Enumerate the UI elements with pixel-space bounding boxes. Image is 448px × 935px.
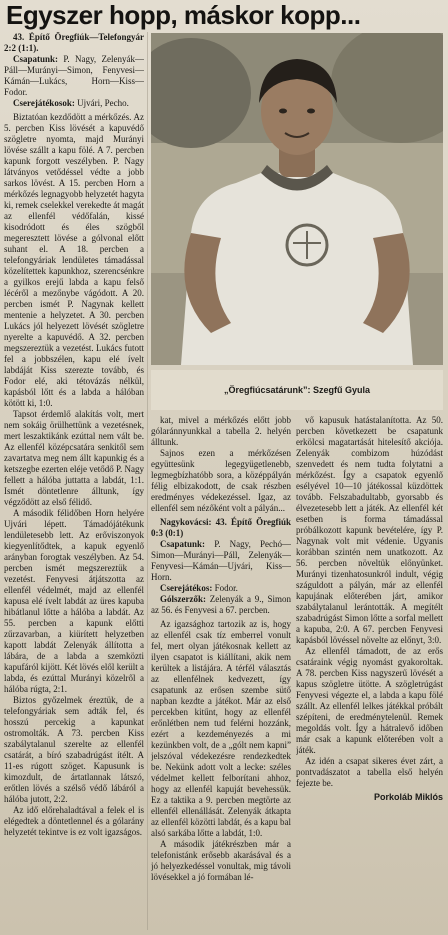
column-divider bbox=[147, 32, 148, 930]
paragraph: Az idő előrehaladtával a felek el is elégedtek a döntetlennel és a gólarány helyzetét tekintve is ez volt igazságos. bbox=[4, 805, 144, 837]
paragraph: A második játékrészben már a telefonistánk erősebb akarásával és a jó helyezkedéssel vonultak, mig távoli lövésekkel a jó formában lé- bbox=[151, 839, 291, 882]
subs-text: Ujvári, Pecho. bbox=[77, 98, 129, 108]
lineup-text: P. Nagy, Zelenyák—Páll—Murányi—Simon, Fenyvesi—Kámán—Lukács, Horn—Kiss—Fodor. bbox=[4, 54, 144, 97]
match2-lineup bbox=[151, 539, 291, 583]
lineup-label: Csapatunk: bbox=[13, 54, 59, 64]
match-lineup bbox=[4, 54, 144, 98]
article-column-2 bbox=[151, 415, 291, 933]
article1-body bbox=[4, 112, 144, 838]
paragraph: vő kapusuk hatástalanította. Az 50. percben következett be csapatunk erkölcsi magatartását hitelesítő akciója. Zelenyák combizom húzódást szenvedett és nem tudta folytatni a mérkőzést. Így a csapatok egyenlő esélyével 10—10 játékossal küzdöttek tovább. Felszabadultabb, gyorsabb és élvezetesebb lett a játék. Az ellenfél két esetben is forma támadással próbálkozott kapunk bevételére, így P. Nagynak volt mit védenie. Ugyanis korábban szintén nem unatkozott. Az 56. percben növeltük előnyünket. Murányi tizenhatosunkról indult, végig száguldott a pályán, már az ellenfél kapujának előterében járt, amikor szabálytalanul lerántották. A megítélt szabadrúgást Simon lőtte a sorfal mellett a kapuba, 2:0. A 67. percben Fenyvesi kapásból lövéssel növelte az előnyt, 3:0. bbox=[296, 415, 443, 645]
headline: Egyszer hopp, máskor kopp... bbox=[6, 0, 361, 30]
paragraph: Sajnos ezen a mérkőzésen együttesünk legegyügetlenebb, legmegbízhatóbb sora, a középpályán félig elbizakodott, de csak részben eredményes védekezéssel. Igaz, az ellenfél sem nézőként volt a pályán... bbox=[151, 448, 291, 513]
article-column-3 bbox=[296, 415, 443, 933]
match2-header: Nagykovácsi: 43. Építő Öregfiúk 0:3 (0:1) bbox=[151, 517, 291, 538]
subs-label: Cserejátékosok: bbox=[13, 98, 75, 108]
article2-body bbox=[151, 619, 291, 883]
match2-lineup-text: P. Nagy, Pechó—Simon—Murányi—Páll, Zelenyák—Fenyvesi—Kámán—Ujvári, Kiss—Horn. bbox=[151, 539, 291, 582]
match2-subs bbox=[151, 583, 291, 594]
paragraph: Az igazsághoz tartozik az is, hogy az ellenfél csak tíz emberrel vonult fel, mert olyan játékosnak kellett az ilyen csapatot is kiállítani, akik nem kerültek a listájára. A térfél választás az ellenfélnek kedvezett, így csapatunk az erősen szembe sütő napban kezdte a játékot. Már az első percekben kitűnt, hogy az ellenfél erőnlétben nem tud felérni hozzánk, ezért a kezdeményezés a mi kezünkben volt, de a „gólt nem kapni” jelszóval védekezésre rendezkedtek be. Nekünk adott volt a lecke: széles védelmet kellett felborítani ahhoz, hogy az ellenfél kapuját bevehessük. Ez a taktika a 9. percben megtörte az ellenfél ellenállását. Zelenyák átkapta az ellenfél közötti labdát, és a kapu bal alsó sarkába lőtte a labdát, 1:0. bbox=[151, 619, 291, 838]
paragraph: kat, mivel a mérkőzés előtt jobb gólaránnyunkkal a tabella 2. helyén álltunk. bbox=[151, 415, 291, 447]
match2-goals-text: Zelenyák a 9., Simon az 56. és Fenyvesi a 67. percben. bbox=[151, 594, 291, 615]
match-subs bbox=[4, 98, 144, 109]
paragraph: Tapsot érdemlő alakítás volt, mert nem sokáig örülhettünk a vezetésnek, mert leszaktikánk ezúttal nem vált be. Az ellenfél középcsatára senkitől sem zavartatva meg nem állt kapunkig és a ketszegbe ezerten eléje vetődő P. Nagy fellett a hálóba juttatta a labdát, 1:1. Ismét döntetlenre álltunk, így végződött az első félidő. bbox=[4, 409, 144, 507]
paragraph: Biztos győzelmek éreztük, de a telefongyáriak sem adták fel, és hosszú percekig a kapunkat ostromolták. A 73. percben Kiss szabálytalanul szerelte az ellenfél csatárát, a bíró szabadrúgást ítélt. A 11-es rúgott szöget. Kapusunk is kimozdult, de ártatlannak látszó, erőtlen lövés a szélső védő lábáról a hálóba jutott, 2:2. bbox=[4, 695, 144, 804]
author-signature: Porkoláb Miklós bbox=[373, 792, 443, 802]
player-photo bbox=[151, 33, 443, 365]
paragraph: Biztatóan kezdődött a mérkőzés. Az 5. percben Kiss lövését a kapuvédő szögletre nyomta, majd Murányi lövése szállt a kapu fölé. A 7. percben kapunk forgott veszélyben. P. Nagy látványos vetődéssel védte a jobb sarkos lövést. A 15. percben Horn a mérkőzés legnagyobb helyzetét hagyta ki, remek cselekkel verekedte át magát az ellenfél védőfalán, kissé kisodródott és éles szögből megeresztett lövése a gólvonal előtt suhant el. A 18. percben a telefongyáriak lendületes támadással közelítettek kapunkhoz, szerencsénkre a gyilkos erejű labda a kapu felső lécéről a mezőnybe vágódott. A 20. percben ismét P. Nagynak kellett mentenie a helyzetet. A 30. percben Lukács jól helyezett lövését szögletre nyerelte a kapuvédő. A 32. percben megszereztük a vezetést. Lukács futott fel a jobbszélen, kapu elé ívelt labdáját Kiss szerezte tovább, és Fodor elé, aki tétovázás nélkül, kapásból lőtt és a labda a hálóban kötött ki, 1:0. bbox=[4, 112, 144, 408]
article1-continuation bbox=[151, 415, 291, 514]
match2-subs-label: Cserejátékos: bbox=[160, 583, 213, 593]
paragraph: Az ellenfél támadott, de az erős csatáraink végig nyomást gyakoroltak. A 78. percben Kiss nagyszerű lövését a kapus szögletre ütötte. A szögletrúgást Fenyvesi végezte el, a labda a kapu fölé szállt. Az ellenfél lelkes játékkal próbált szépíteni, de eredménytelenül. Remek megoldás volt. Így a hátralevő időben már csak a kapunk előterében volt a játék. bbox=[296, 646, 443, 755]
match-header: 43. Építő Öregfiúk—Telefongyár 2:2 (1:1). bbox=[4, 32, 144, 53]
match2-goals bbox=[151, 594, 291, 616]
paragraph: A második félidőben Horn helyére Ujvári lépett. Támadójátékunk lendületesebb lett. Az erőviszonyok kiegyenlítődtek, a kapuk egyenlő arányban forogtak veszélyben. Az 54. percben ismét megszereztük a vezetést. Fenyvesi átjátszotta az ellenfél védelmét, majd az ellenfél kapusa elé ívelt labdát az üres kapuba hibátlanul lőtte a hálóba a labdát. Az 55. percben a kapunk előtti zűrzavarban, a kiürített helyzetben kapott labdát Zelenyák állította a lábára, de a labda a szemközti kapufáról kijött. Két lövés elől került a labda, és ezúttal Murányi közelről a hálóba rúgta, 2:1. bbox=[4, 508, 144, 694]
match2-lineup-label: Csapatunk: bbox=[160, 539, 206, 549]
article-column-1 bbox=[4, 32, 144, 932]
photo-caption: „Öregfiúcsatárunk”: Szegfű Gyula bbox=[151, 370, 443, 410]
player-photo-image bbox=[151, 33, 443, 365]
match2-goals-label: Gólszerzők: bbox=[160, 594, 206, 604]
article2-continuation bbox=[296, 415, 443, 789]
paragraph: Az idén a csapat sikeres évet zárt, a pontvadászatot a tabella első helyén fejezte be. bbox=[296, 756, 443, 788]
match2-subs-text: Fodor. bbox=[214, 583, 238, 593]
